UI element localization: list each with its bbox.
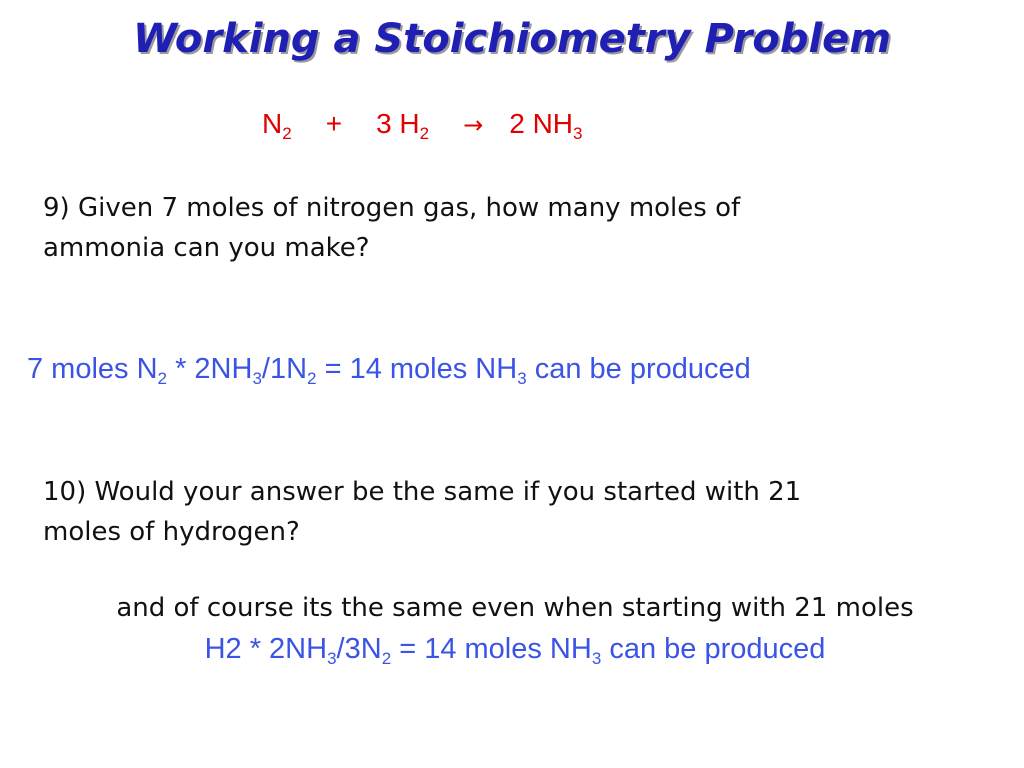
answer-9-part-5: can be produced	[526, 353, 751, 385]
product-ammonia-symbol: 2 NH	[509, 108, 574, 139]
answer-10-part-2: /3N	[336, 633, 382, 665]
answer-10-part-4: can be produced	[601, 633, 826, 665]
question-9	[43, 188, 740, 268]
answer-10-part-1: H2 * 2NH	[204, 633, 328, 665]
reactant-nitrogen	[262, 104, 292, 148]
answer-9-sub-1: 2	[157, 369, 168, 388]
answer-9-sub-2: 3	[252, 369, 262, 388]
answer-9-sub-3: 2	[307, 369, 317, 388]
answer-9-part-1: 7 moles N	[27, 353, 158, 385]
answer-9-part-4: = 14 moles NH	[316, 353, 518, 385]
answer-9-part-2: * 2NH	[167, 353, 253, 385]
question-9-line-2: ammonia can you make?	[43, 233, 370, 263]
answer-9	[27, 349, 751, 393]
reactant-hydrogen-subscript: 2	[419, 124, 430, 143]
answer-10-sub-1: 3	[327, 649, 337, 668]
answer-9-part-3: /1N	[261, 353, 308, 385]
reactant-hydrogen	[376, 104, 429, 148]
answer-9-sub-4: 3	[517, 369, 527, 388]
answer-10-sub-2: 2	[381, 649, 392, 668]
chemical-equation	[262, 104, 582, 148]
plus-sign: +	[325, 108, 343, 139]
question-9-line-1: 9) Given 7 moles of nitrogen gas, how many moles of	[43, 193, 741, 223]
question-10-line-2: moles of hydrogen?	[43, 517, 300, 547]
slide-title: Working a Stoichiometry Problem	[132, 16, 891, 62]
question-10-line-1: 10) Would your answer be the same if you started with 21	[43, 477, 802, 507]
product-ammonia-subscript: 3	[573, 124, 583, 143]
answer-10-sub-3: 3	[591, 649, 602, 668]
question-10	[43, 472, 801, 552]
reactant-nitrogen-symbol: N	[262, 108, 283, 139]
reactant-hydrogen-symbol: 3 H	[376, 108, 420, 139]
product-ammonia	[509, 104, 582, 148]
answer-10	[0, 629, 1024, 673]
yield-arrow-icon: →	[463, 111, 484, 139]
answer-10-part-3: = 14 moles NH	[391, 633, 592, 665]
follow-up-note: and of course its the same even when starting with 21 moles	[116, 593, 914, 623]
reactant-nitrogen-subscript: 2	[282, 124, 292, 143]
